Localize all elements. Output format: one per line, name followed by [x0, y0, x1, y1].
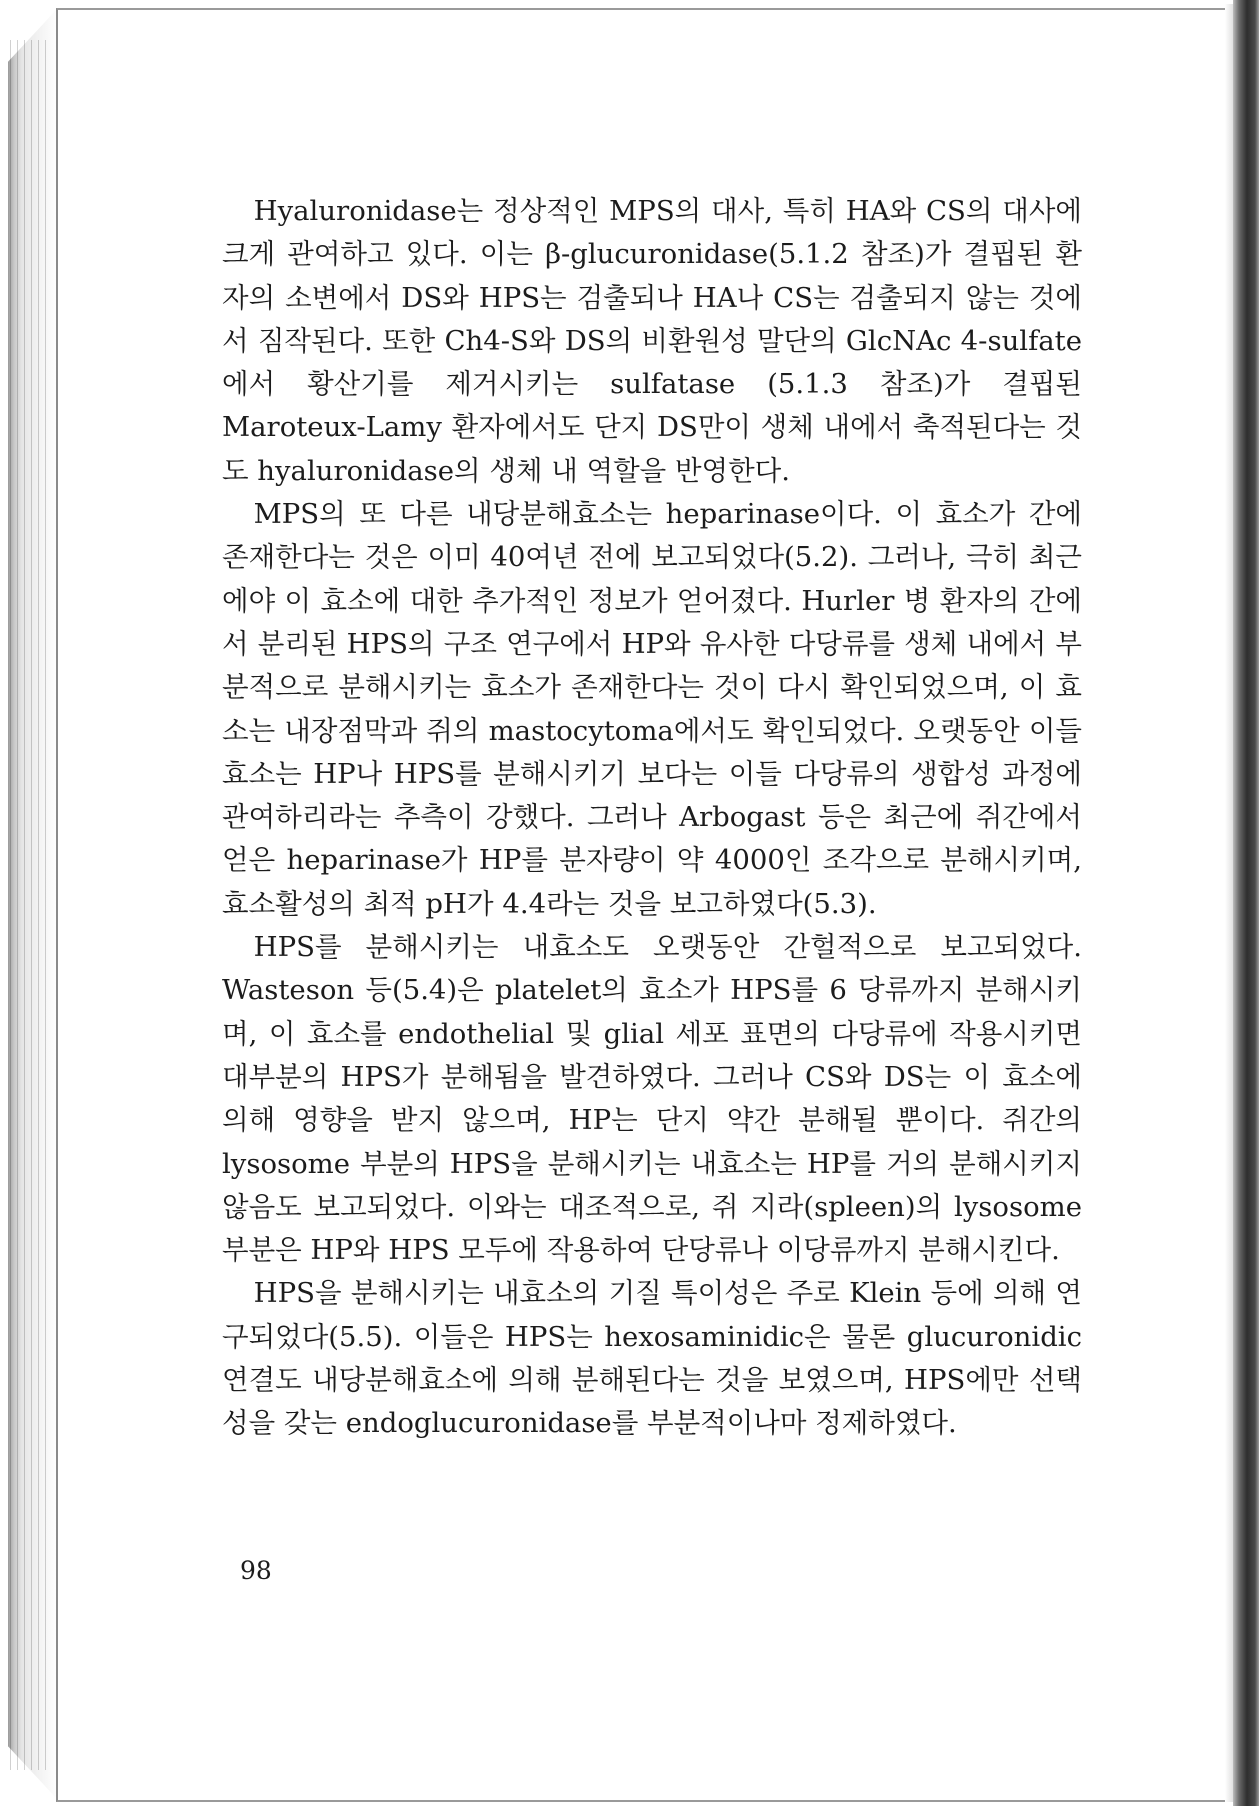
paragraph-heparinase: MPS의 또 다른 내당분해효소는 heparinase이다. 이 효소가 간에 존재한다는 것은 이미 40여년 전에 보고되었다(5.2). 그러나, 극히 최근에야 이 효소에 대한 추가적인 정보가 얻어졌다. Hurler 병 환자의 간에서 분리된 HPS의 구조 연구에서 HP와 유사한 다당류를 생체 내에서 부분적으로 분해시키는 효소가 존재한다는 것이 다시 확인되었으며, 이 효소는 내장점막과 쥐의 mastocytoma에서도 확인되었다. 오랫동안 이들 효소는 HP나 HPS를 분해시키기 보다는 이들 다당류의 생합성 과정에 관여하리라는 추측이 강했다. 그러나 Arbogast 등은 최근에 쥐간에서 얻은 heparinase가 HP를 분자량이 약 4000인 조각으로 분해시키며, 효소활성의 최적 pH가 4.4라는 것을 보고하였다(5.3). [222, 498, 1082, 920]
page-number: 98 [240, 1556, 272, 1585]
paragraph-hyaluronidase: Hyaluronidase는 정상적인 MPS의 대사, 특히 HA와 CS의 대사에 크게 관여하고 있다. 이는 β-glucuronidase(5.1.2 참조)가 결핍된 환자의 소변에서 DS와 HPS는 검출되나 HA나 CS는 검출되지 않는 것에서 짐작된다. 또한 Ch4-S와 DS의 비환원성 말단의 GlcNAc 4-sulfate에서 황산기를 제거시키는 sulfatase (5.1.3 참조)가 결핍된 Maroteux-Lamy 환자에서도 단지 DS만이 생체 내에서 축적된다는 것도 hyaluronidase의 생체 내 역할을 반영한다. [222, 195, 1082, 487]
body-text [222, 190, 1082, 1446]
page-right-shadow [1233, 0, 1259, 1806]
page-stack-lines [10, 40, 50, 1770]
paragraph-hps-enzymes: HPS를 분해시키는 내효소도 오랫동안 간헐적으로 보고되었다. Wasteson 등(5.4)은 platelet의 효소가 HPS를 6 당류까지 분해시키며, 이 효소를 endothelial 및 glial 세포 표면의 다당류에 작용시키면 대부분의 HPS가 분해됨을 발견하였다. 그러나 CS와 DS는 이 효소에 의해 영향을 받지 않으며, HP는 단지 약간 분해될 뿐이다. 쥐간의 lysosome 부분의 HPS을 분해시키는 내효소는 HP를 거의 분해시키지 않음도 보고되었다. 이와는 대조적으로, 쥐 지라(spleen)의 lysosome 부분은 HP와 HPS 모두에 작용하여 단당류나 이당류까지 분해시킨다. [222, 931, 1082, 1267]
paragraph-substrate-specificity: HPS을 분해시키는 내효소의 기질 특이성은 주로 Klein 등에 의해 연구되었다(5.5). 이들은 HPS는 hexosaminidic은 물론 glucuronidic 연결도 내당분해효소에 의해 분해된다는 것을 보였으며, HPS에만 선택성을 갖는 endoglucuronidase를 부분적이나마 정제하였다. [222, 1277, 1082, 1440]
